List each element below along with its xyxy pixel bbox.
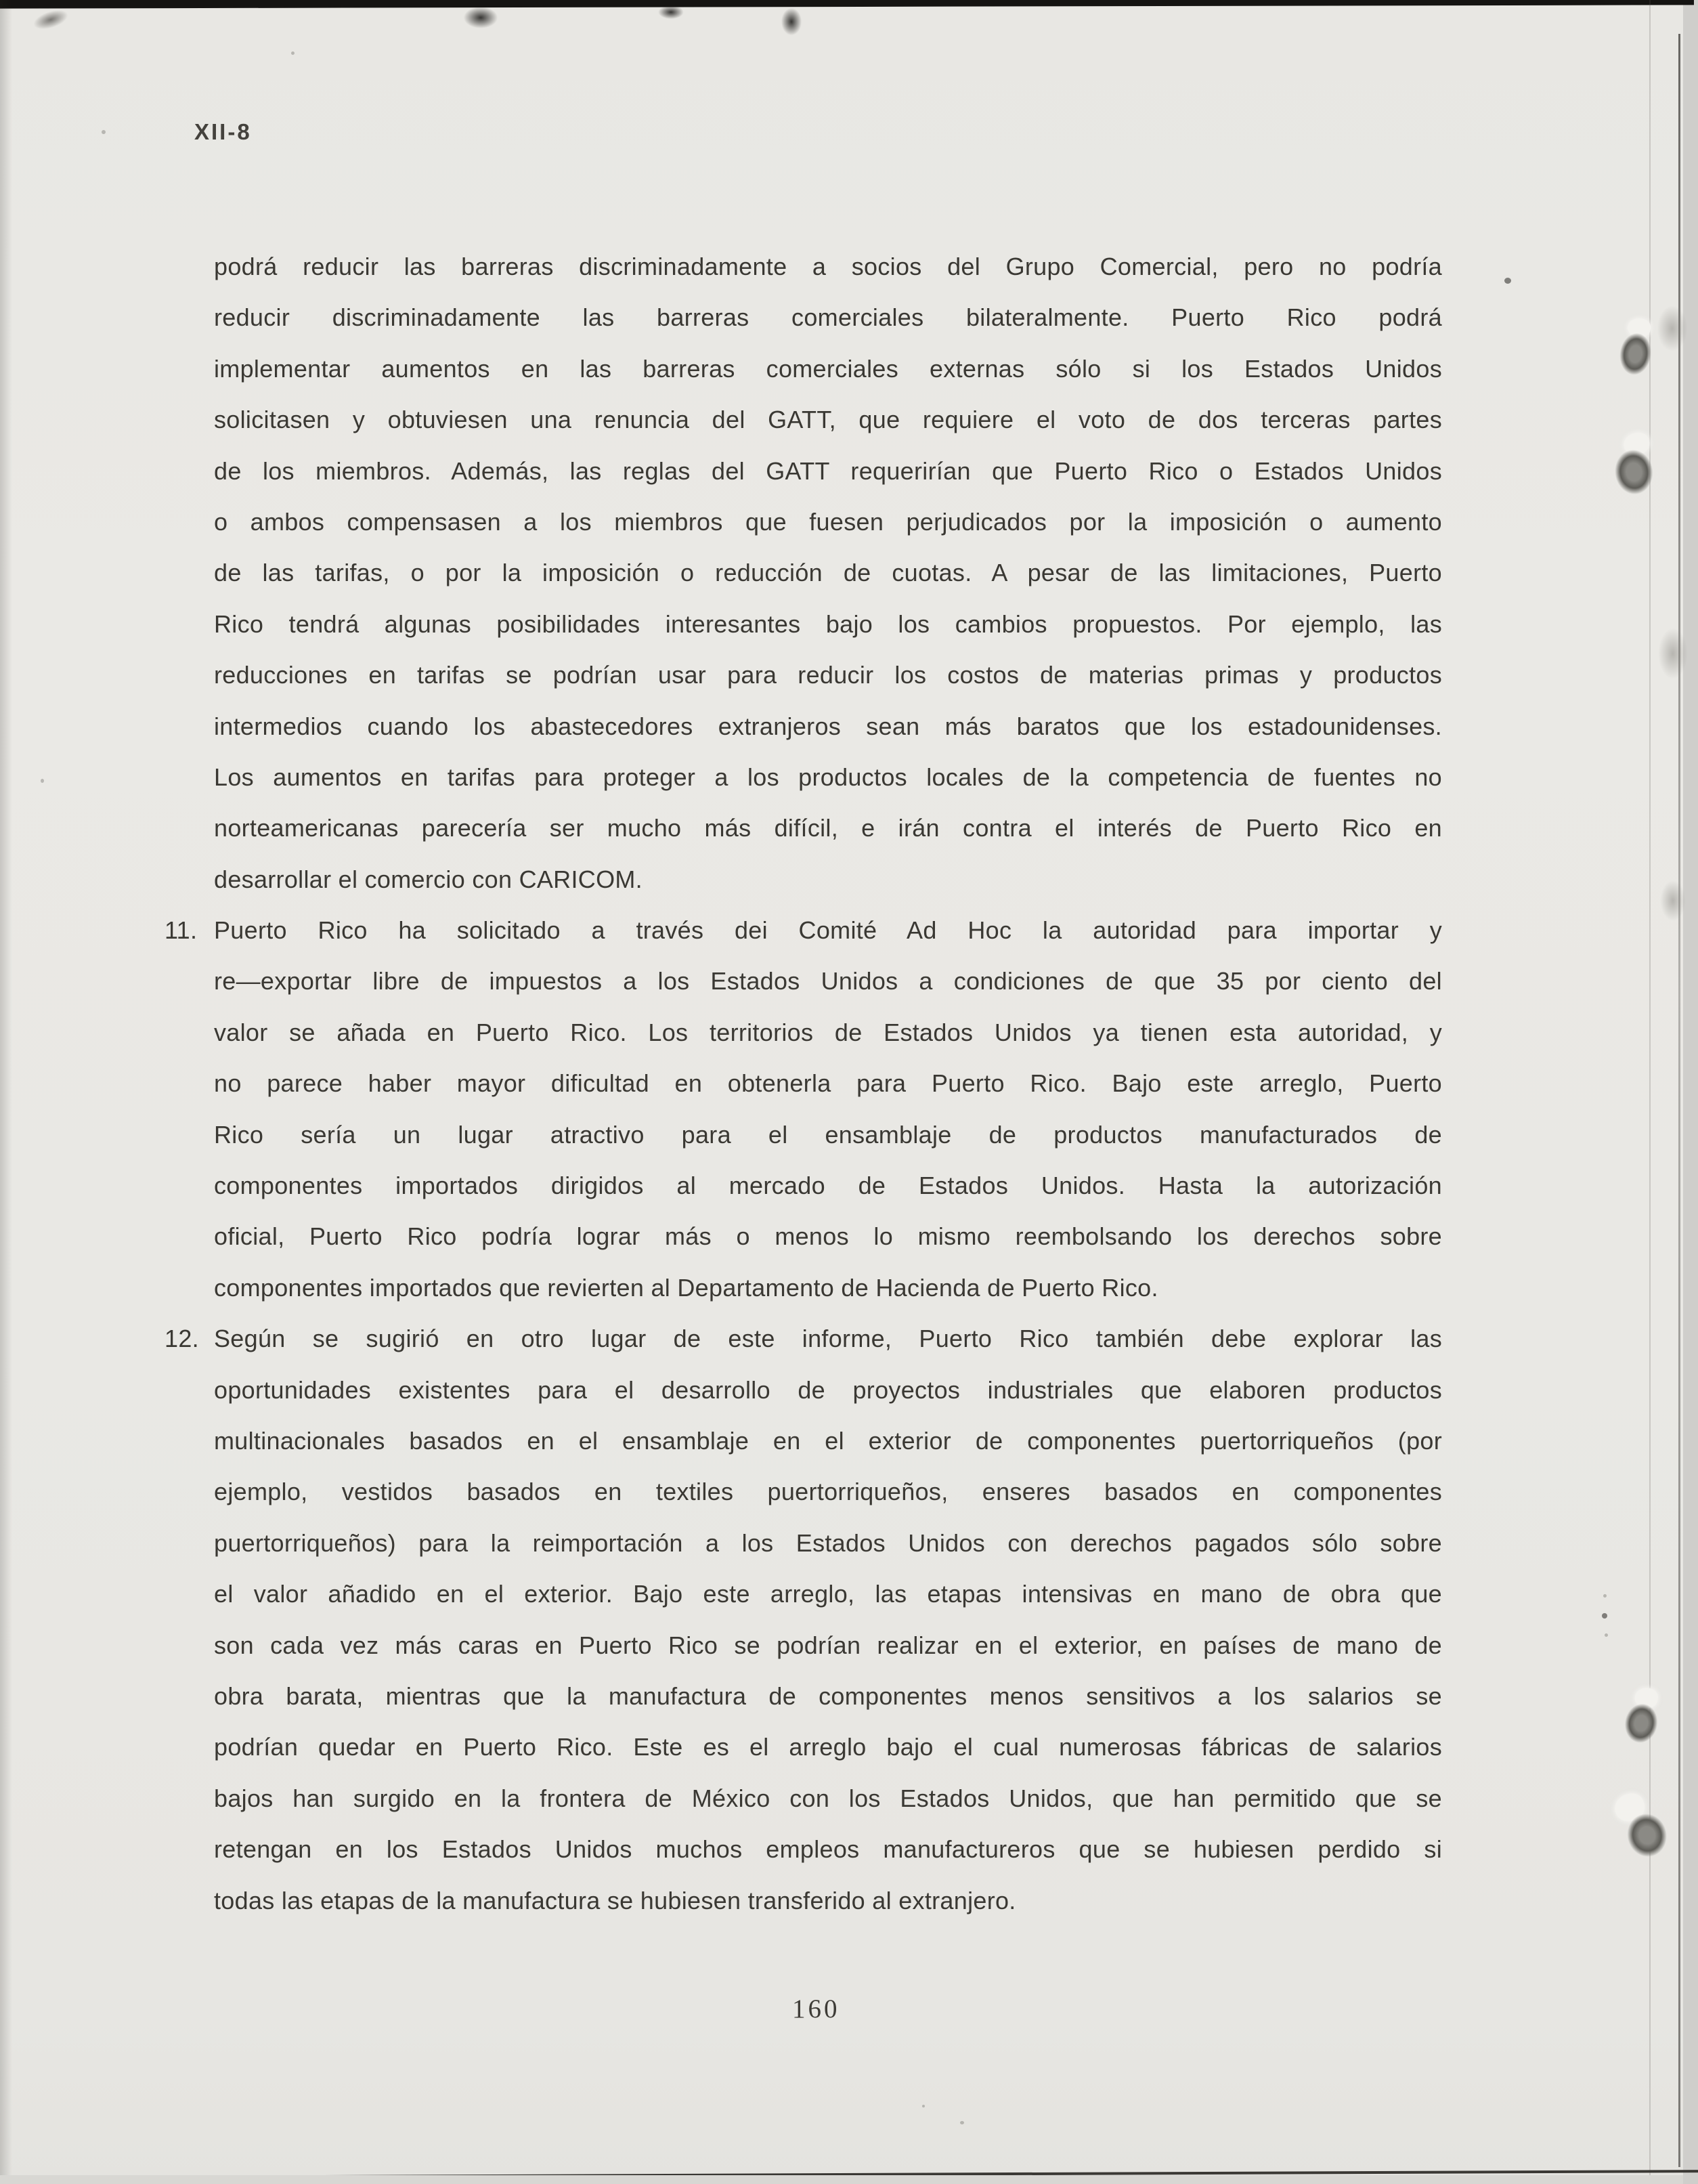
text-line: Los aumentos en tarifas para proteger a los productos locales de la competencia de fuentes no xyxy=(214,763,1442,791)
scan-smudge xyxy=(457,3,504,33)
document-body xyxy=(165,241,1442,1926)
text-line: solicitasen y obtuviesen una renuncia del GATT, que requiere el voto de dos terceras partes xyxy=(214,406,1442,434)
text-line: norteamericanas parecería ser mucho más difícil, e irán contra el interés de Puerto Rico en xyxy=(214,814,1442,842)
text-line: todas las etapas de la manufactura se hubiesen transferido al extranjero. xyxy=(214,1886,1016,1914)
speck xyxy=(960,2121,964,2124)
text-line: puertorriqueños) para la reimportación a los Estados Unidos con derechos pagados sólo sobre xyxy=(214,1528,1442,1557)
text-line: son cada vez más caras en Puerto Rico se podrían realizar en el exterior, en países de mano de xyxy=(214,1631,1442,1659)
ink-smudge xyxy=(1608,1787,1673,1865)
speck xyxy=(1504,278,1511,284)
text-line: bajos han surgido en la frontera de México con los Estados Unidos, que han permitido que se xyxy=(214,1784,1442,1812)
text-line: reducir discriminadamente las barreras comerciales bilateralmente. Puerto Rico podrá xyxy=(214,303,1442,332)
text-line: o ambos compensasen a los miembros que fuesen perjudicados por la imposición o aumento xyxy=(214,507,1442,536)
text-line: podrían quedar en Puerto Rico. Este es el arreglo bajo el cual numerosas fábricas de salarios xyxy=(214,1733,1442,1761)
speck xyxy=(41,779,44,783)
speck xyxy=(1605,1633,1608,1637)
ink-smudge xyxy=(1615,316,1658,379)
text-line: no parece haber mayor dificultad en obtenerla para Puerto Rico. Bajo este arreglo, Puerto xyxy=(214,1069,1442,1098)
scan-smudge xyxy=(653,3,689,22)
text-line: Rico tendrá algunas posibilidades interesantes bajo los cambios propuestos. Por ejemplo, las xyxy=(214,609,1442,638)
edge-shadow xyxy=(1653,620,1693,687)
speck xyxy=(1602,1613,1607,1619)
text-line: podrá reducir las barreras discriminadamente a socios del Grupo Comercial, pero no podría xyxy=(214,253,1442,280)
text-line: 12. Según se sugirió en otro lugar de este informe, Puerto Rico también debe explorar las xyxy=(214,1313,1442,1364)
scan-top-edge xyxy=(0,0,1694,9)
speck xyxy=(102,130,106,134)
page-header: XII-8 xyxy=(194,119,252,144)
scan-smudge xyxy=(777,3,806,41)
text-line: implementar aumentos en las barreras comerciales externas sólo si los Estados Unidos xyxy=(214,354,1442,383)
text-line: valor se añada en Puerto Rico. Los territorios de Estados Unidos ya tienen esta autoridad, y xyxy=(214,1018,1442,1046)
text-line: Rico sería un lugar atractivo para el ensamblaje de productos manufacturados de xyxy=(214,1120,1442,1149)
text-line: 11. Puerto Rico ha solicitado a través dei Comité Ad Hoc la autoridad para importar y xyxy=(214,905,1442,956)
scan-bed xyxy=(0,2175,1683,2184)
scan-left-edge xyxy=(0,0,12,2184)
text-line: de los miembros. Además, las reglas del GATT requerirían que Puerto Rico o Estados Unidos xyxy=(214,456,1442,485)
speck xyxy=(291,51,295,55)
ink-smudge xyxy=(1609,431,1659,498)
text-line: desarrollar el comercio con CARICOM. xyxy=(214,865,643,893)
text-line: el valor añadido en el exterior. Bajo este arreglo, las etapas intensivas en mano de obra que xyxy=(214,1580,1442,1608)
text-line: intermedios cuando los abastecedores extranjeros sean más baratos que los estadounidenses. xyxy=(214,712,1442,740)
edge-shadow xyxy=(1652,298,1693,359)
edge-shadow xyxy=(1656,874,1690,928)
text-line: oficial, Puerto Rico podría lograr más o menos lo mismo reembolsando los derechos sobre xyxy=(214,1222,1442,1251)
text-line: ejemplo, vestidos basados en textiles puertorriqueños, enseres basados en componentes xyxy=(214,1478,1442,1506)
text-line: componentes importados que revierten al Departamento de Hacienda de Puerto Rico. xyxy=(214,1273,1158,1302)
speck xyxy=(1603,1594,1607,1598)
text-line: de las tarifas, o por la imposición o reducción de cuotas. A pesar de las limitaciones, Puerto xyxy=(214,559,1442,587)
page-number: 160 xyxy=(792,1994,840,2024)
text-line: oportunidades existentes para el desarrollo de proyectos industriales que elaboren productos xyxy=(214,1375,1442,1404)
text-line: multinacionales basados en el ensamblaje en el exterior de componentes puertorriqueños (por xyxy=(214,1426,1442,1455)
list-item-number: 11. xyxy=(165,916,198,945)
text-line: retengan en los Estados Unidos muchos empleos manufactureros que se hubiesen perdido si xyxy=(214,1835,1442,1864)
ink-smudge xyxy=(1620,1685,1666,1747)
text-line: obra barata, mientras que la manufactura de componentes menos sensitivos a los salarios se xyxy=(214,1682,1442,1710)
text-line: componentes importados dirigidos al mercado de Estados Unidos. Hasta la autorización xyxy=(214,1172,1442,1200)
speck xyxy=(922,2105,925,2107)
text-line: reducciones en tarifas se podrían usar para reducir los costos de materias primas y productos xyxy=(214,661,1442,689)
text-line: re—exportar libre de impuestos a los Estados Unidos a condiciones de que 35 por ciento del xyxy=(214,967,1442,995)
list-item-number: 12. xyxy=(165,1325,199,1353)
